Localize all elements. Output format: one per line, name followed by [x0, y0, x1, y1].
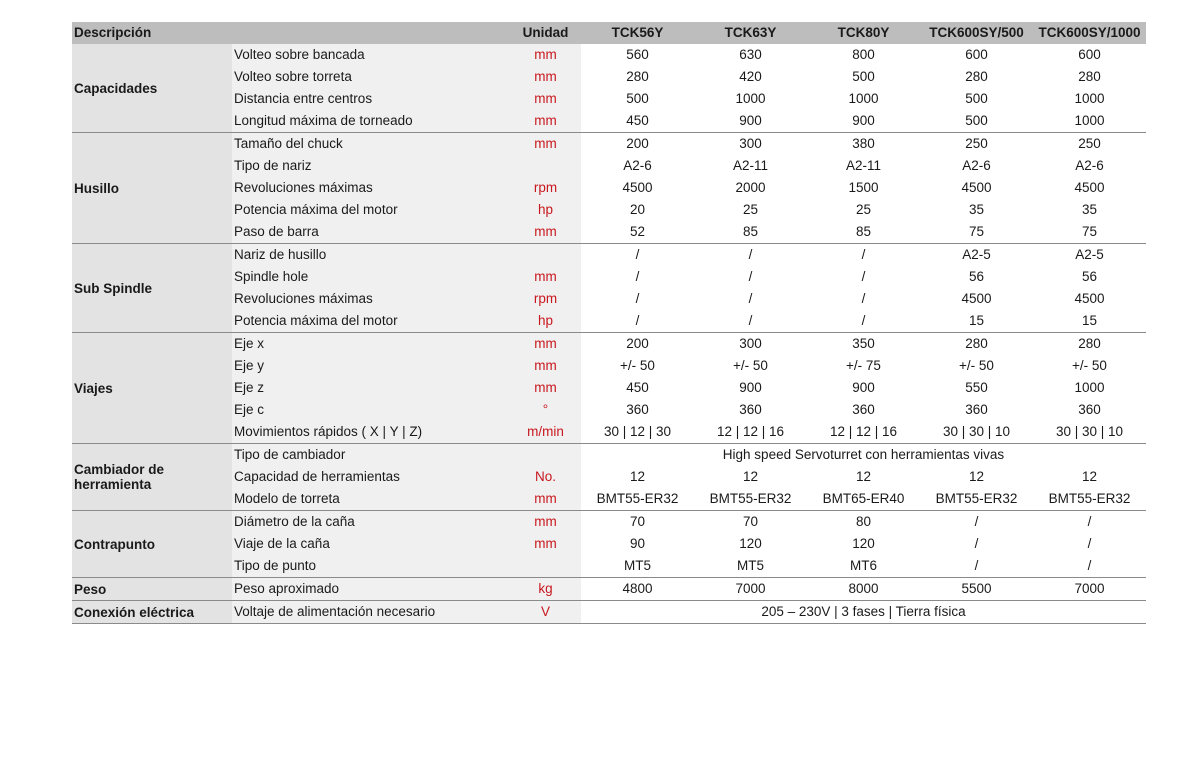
value-cell: 360 — [965, 402, 988, 417]
value-cell: / — [635, 269, 640, 284]
value-cell: / — [920, 555, 1033, 578]
table-row — [72, 66, 1146, 88]
value-cell: 560 — [626, 47, 649, 62]
unit-cell: rpm — [510, 288, 581, 310]
value-cell: 500 — [626, 91, 649, 106]
unit-cell: mm — [510, 44, 581, 66]
table-row — [72, 488, 1146, 511]
value-cell: 900 — [807, 110, 920, 133]
value-cell: 30 | 12 | 30 — [581, 421, 694, 444]
unit-cell: mm — [510, 511, 581, 534]
spanning-value-cell: High speed Servoturret con herramientas vivas — [581, 444, 1146, 467]
unit-cell: rpm — [510, 177, 581, 199]
unit-cell: mm — [510, 133, 581, 156]
table-row — [72, 399, 1146, 421]
value-cell: 360 — [1078, 402, 1101, 417]
value-cell: / — [807, 244, 920, 267]
group-label: Husillo — [72, 133, 232, 244]
unit-cell — [510, 444, 581, 467]
parameter-label: Longitud máxima de torneado — [232, 110, 510, 133]
value-cell: / — [1033, 555, 1146, 578]
value-cell: / — [1033, 511, 1146, 534]
value-cell: 280 — [626, 69, 649, 84]
parameter-label: Paso de barra — [232, 221, 510, 244]
value-cell: A2-11 — [732, 158, 769, 173]
value-cell: 450 — [581, 110, 694, 133]
value-cell: A2-6 — [1075, 158, 1104, 173]
value-cell: / — [748, 291, 753, 306]
value-cell: 4500 — [961, 291, 992, 306]
value-cell: 2000 — [735, 180, 766, 195]
value-cell: +/- 50 — [1072, 358, 1107, 373]
table-row — [72, 355, 1146, 377]
unit-cell: hp — [510, 199, 581, 221]
unit-cell: mm — [510, 377, 581, 399]
header-row — [72, 22, 1146, 44]
table-row — [72, 133, 1146, 156]
model-header: TCK600SY/1000 — [1033, 22, 1146, 44]
value-cell: / — [1087, 536, 1092, 551]
value-cell: 12 — [742, 469, 759, 484]
value-cell: 200 — [581, 133, 694, 156]
value-cell: 420 — [739, 69, 762, 84]
parameter-label: Volteo sobre bancada — [232, 44, 510, 66]
value-cell: 600 — [965, 47, 988, 62]
model-header: TCK56Y — [581, 22, 694, 44]
value-cell: +/- 75 — [846, 358, 881, 373]
parameter-label: Modelo de torreta — [232, 488, 510, 511]
value-cell: BMT55-ER32 — [581, 488, 694, 511]
value-cell: 1000 — [1074, 91, 1105, 106]
value-cell: 70 — [581, 511, 694, 534]
value-cell: 200 — [581, 333, 694, 356]
unit-cell: mm — [510, 88, 581, 110]
value-cell: 550 — [965, 380, 988, 395]
value-cell: BMT55-ER32 — [920, 488, 1033, 511]
value-cell: 280 — [920, 333, 1033, 356]
unit-cell: mm — [510, 266, 581, 288]
parameter-label: Eje y — [232, 355, 510, 377]
value-cell: 4500 — [622, 180, 653, 195]
parameter-label: Diámetro de la caña — [232, 511, 510, 534]
spec-table — [72, 22, 1146, 624]
table-row — [72, 44, 1146, 66]
parameter-label: Capacidad de herramientas — [232, 466, 510, 488]
value-cell: 1500 — [848, 180, 879, 195]
value-cell: +/- 50 — [733, 358, 768, 373]
value-cell: / — [861, 291, 866, 306]
value-cell: 12 — [968, 469, 985, 484]
unit-cell: mm — [510, 221, 581, 244]
group-label: Peso — [72, 578, 232, 601]
parameter-label: Revoluciones máximas — [232, 288, 510, 310]
value-cell: 900 — [739, 380, 762, 395]
unit-cell: hp — [510, 310, 581, 333]
value-cell: +/- 50 — [620, 358, 655, 373]
group-label: Sub Spindle — [72, 244, 232, 333]
value-cell: 360 — [739, 402, 762, 417]
value-cell: BMT55-ER32 — [694, 488, 807, 511]
parameter-label: Eje x — [232, 333, 510, 356]
value-cell: 350 — [807, 333, 920, 356]
value-cell: BMT55-ER32 — [1033, 488, 1146, 511]
parameter-label: Peso aproximado — [232, 578, 510, 601]
unit-cell: V — [510, 601, 581, 624]
value-cell: / — [635, 291, 640, 306]
value-cell: 7000 — [694, 578, 807, 601]
table-row — [72, 244, 1146, 267]
value-cell: 15 — [920, 310, 1033, 333]
group-label: Capacidades — [72, 44, 232, 133]
table-row — [72, 601, 1146, 624]
value-cell: 70 — [694, 511, 807, 534]
value-cell: 4500 — [1074, 291, 1105, 306]
value-cell: 1000 — [735, 91, 766, 106]
value-cell: A2-5 — [920, 244, 1033, 267]
unit-cell: m/min — [510, 421, 581, 444]
parameter-label: Movimientos rápidos ( X | Y | Z) — [232, 421, 510, 444]
value-cell: 500 — [965, 91, 988, 106]
unit-cell — [510, 244, 581, 267]
table-row — [72, 199, 1146, 221]
unit-cell — [510, 555, 581, 578]
parameter-label: Revoluciones máximas — [232, 177, 510, 199]
value-cell: / — [748, 269, 753, 284]
value-cell: 250 — [920, 133, 1033, 156]
parameter-label: Potencia máxima del motor — [232, 310, 510, 333]
unit-cell — [510, 155, 581, 177]
value-cell: 500 — [852, 69, 875, 84]
parameter-label: Nariz de husillo — [232, 244, 510, 267]
value-cell: 4500 — [1074, 180, 1105, 195]
value-cell: 300 — [694, 333, 807, 356]
table-row — [72, 421, 1146, 444]
value-cell: A2-11 — [845, 158, 882, 173]
value-cell: / — [920, 511, 1033, 534]
unit-cell: mm — [510, 355, 581, 377]
unit-cell: mm — [510, 333, 581, 356]
parameter-label: Eje z — [232, 377, 510, 399]
spec-body — [72, 44, 1146, 624]
value-cell: 500 — [920, 110, 1033, 133]
value-cell: 85 — [694, 221, 807, 244]
model-header: TCK63Y — [694, 22, 807, 44]
value-cell: 250 — [1033, 133, 1146, 156]
table-row — [72, 310, 1146, 333]
value-cell: 56 — [968, 269, 985, 284]
parameter-label: Tipo de punto — [232, 555, 510, 578]
value-cell: 12 | 12 | 16 — [694, 421, 807, 444]
table-row — [72, 110, 1146, 133]
unit-cell: mm — [510, 488, 581, 511]
table-row — [72, 511, 1146, 534]
value-cell: 25 — [855, 202, 872, 217]
group-label: Conexión eléctrica — [72, 601, 232, 624]
value-cell: 15 — [1033, 310, 1146, 333]
value-cell: 7000 — [1033, 578, 1146, 601]
value-cell: / — [694, 310, 807, 333]
table-row — [72, 155, 1146, 177]
parameter-label: Tipo de nariz — [232, 155, 510, 177]
value-cell: 360 — [626, 402, 649, 417]
value-cell: 280 — [1033, 333, 1146, 356]
value-cell: A2-6 — [623, 158, 652, 173]
parameter-label: Spindle hole — [232, 266, 510, 288]
value-cell: +/- 50 — [959, 358, 994, 373]
value-cell: / — [581, 310, 694, 333]
value-cell: 80 — [807, 511, 920, 534]
spanning-value-cell: 205 – 230V | 3 fases | Tierra física — [581, 601, 1146, 624]
unit-cell: ° — [510, 399, 581, 421]
parameter-label: Distancia entre centros — [232, 88, 510, 110]
value-cell: / — [807, 310, 920, 333]
table-row — [72, 533, 1146, 555]
value-cell: 450 — [626, 380, 649, 395]
value-cell: 90 — [629, 536, 646, 551]
value-cell: 120 — [739, 536, 762, 551]
value-cell: 1000 — [1033, 110, 1146, 133]
value-cell: 12 — [855, 469, 872, 484]
value-cell: 12 — [1081, 469, 1098, 484]
value-cell: 52 — [581, 221, 694, 244]
parameter-label: Eje c — [232, 399, 510, 421]
parameter-label: Volteo sobre torreta — [232, 66, 510, 88]
unit-cell: mm — [510, 66, 581, 88]
value-cell: 35 — [968, 202, 985, 217]
parameter-label: Tipo de cambiador — [232, 444, 510, 467]
table-row — [72, 266, 1146, 288]
value-cell: 630 — [739, 47, 762, 62]
parameter-label: Voltaje de alimentación necesario — [232, 601, 510, 624]
value-cell: A2-6 — [962, 158, 991, 173]
value-cell: 30 | 30 | 10 — [920, 421, 1033, 444]
description-header: Descripción — [72, 22, 510, 44]
parameter-label: Tamaño del chuck — [232, 133, 510, 156]
unit-cell: mm — [510, 110, 581, 133]
group-label: Cambiador de herramienta — [72, 444, 232, 511]
table-row — [72, 88, 1146, 110]
table-row — [72, 177, 1146, 199]
value-cell: 35 — [1081, 202, 1098, 217]
value-cell: 300 — [694, 133, 807, 156]
value-cell: 12 | 12 | 16 — [807, 421, 920, 444]
value-cell: A2-5 — [1033, 244, 1146, 267]
value-cell: 120 — [852, 536, 875, 551]
value-cell: 900 — [694, 110, 807, 133]
unit-cell: kg — [510, 578, 581, 601]
value-cell: 30 | 30 | 10 — [1033, 421, 1146, 444]
value-cell: / — [581, 244, 694, 267]
value-cell: MT5 — [581, 555, 694, 578]
table-row — [72, 555, 1146, 578]
value-cell: BMT65-ER40 — [807, 488, 920, 511]
value-cell: / — [974, 536, 979, 551]
value-cell: 280 — [965, 69, 988, 84]
unit-cell: No. — [510, 466, 581, 488]
parameter-label: Viaje de la caña — [232, 533, 510, 555]
value-cell: 600 — [1078, 47, 1101, 62]
group-label: Viajes — [72, 333, 232, 444]
value-cell: 20 — [629, 202, 646, 217]
value-cell: MT5 — [694, 555, 807, 578]
table-row — [72, 466, 1146, 488]
value-cell: 380 — [807, 133, 920, 156]
value-cell: 85 — [807, 221, 920, 244]
value-cell: / — [861, 269, 866, 284]
table-row — [72, 221, 1146, 244]
unit-header: Unidad — [510, 22, 581, 44]
unit-cell: mm — [510, 533, 581, 555]
group-label: Contrapunto — [72, 511, 232, 578]
model-header: TCK600SY/500 — [920, 22, 1033, 44]
value-cell: 1000 — [1074, 380, 1105, 395]
value-cell: 12 — [629, 469, 646, 484]
value-cell: 900 — [852, 380, 875, 395]
value-cell: 4800 — [581, 578, 694, 601]
value-cell: 280 — [1078, 69, 1101, 84]
value-cell: 800 — [852, 47, 875, 62]
table-row — [72, 377, 1146, 399]
table-row — [72, 444, 1146, 467]
value-cell: 75 — [920, 221, 1033, 244]
value-cell: 25 — [742, 202, 759, 217]
value-cell: MT6 — [807, 555, 920, 578]
model-header: TCK80Y — [807, 22, 920, 44]
value-cell: 56 — [1081, 269, 1098, 284]
value-cell: 8000 — [807, 578, 920, 601]
value-cell: 75 — [1033, 221, 1146, 244]
table-row — [72, 578, 1146, 601]
value-cell: / — [694, 244, 807, 267]
value-cell: 4500 — [961, 180, 992, 195]
value-cell: 360 — [852, 402, 875, 417]
parameter-label: Potencia máxima del motor — [232, 199, 510, 221]
value-cell: 1000 — [848, 91, 879, 106]
value-cell: 5500 — [920, 578, 1033, 601]
table-row — [72, 333, 1146, 356]
table-row — [72, 288, 1146, 310]
